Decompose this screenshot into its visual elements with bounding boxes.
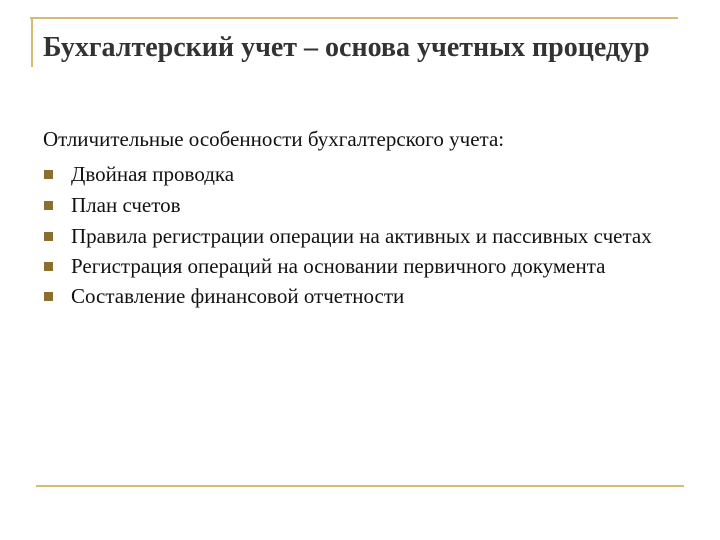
list-item (43, 190, 673, 221)
list-item (43, 159, 673, 190)
list-item-text: Составление финансовой отчетности (71, 284, 405, 308)
list-item-text: Регистрация операций на основании первичного документа (71, 254, 606, 278)
square-bullet-icon (44, 292, 53, 301)
list-item (43, 281, 673, 312)
bottom-divider (36, 485, 684, 487)
left-accent-line (31, 17, 33, 67)
square-bullet-icon (44, 262, 53, 271)
bullet-list (43, 159, 673, 312)
square-bullet-icon (44, 170, 53, 179)
slide-title: Бухгалтерский учет – основа учетных процедур (43, 32, 650, 63)
list-item-text: План счетов (71, 193, 181, 217)
list-item (43, 221, 673, 251)
square-bullet-icon (44, 232, 53, 241)
list-item-text: Двойная проводка (71, 162, 235, 186)
intro-text: Отличительные особенности бухгалтерского учета: (43, 127, 505, 151)
slide-content (43, 124, 673, 312)
top-divider (30, 17, 678, 19)
list-item-text: Правила регистрации операции на активных и пассивных счетах (71, 224, 652, 248)
list-item (43, 251, 673, 281)
square-bullet-icon (44, 201, 53, 210)
